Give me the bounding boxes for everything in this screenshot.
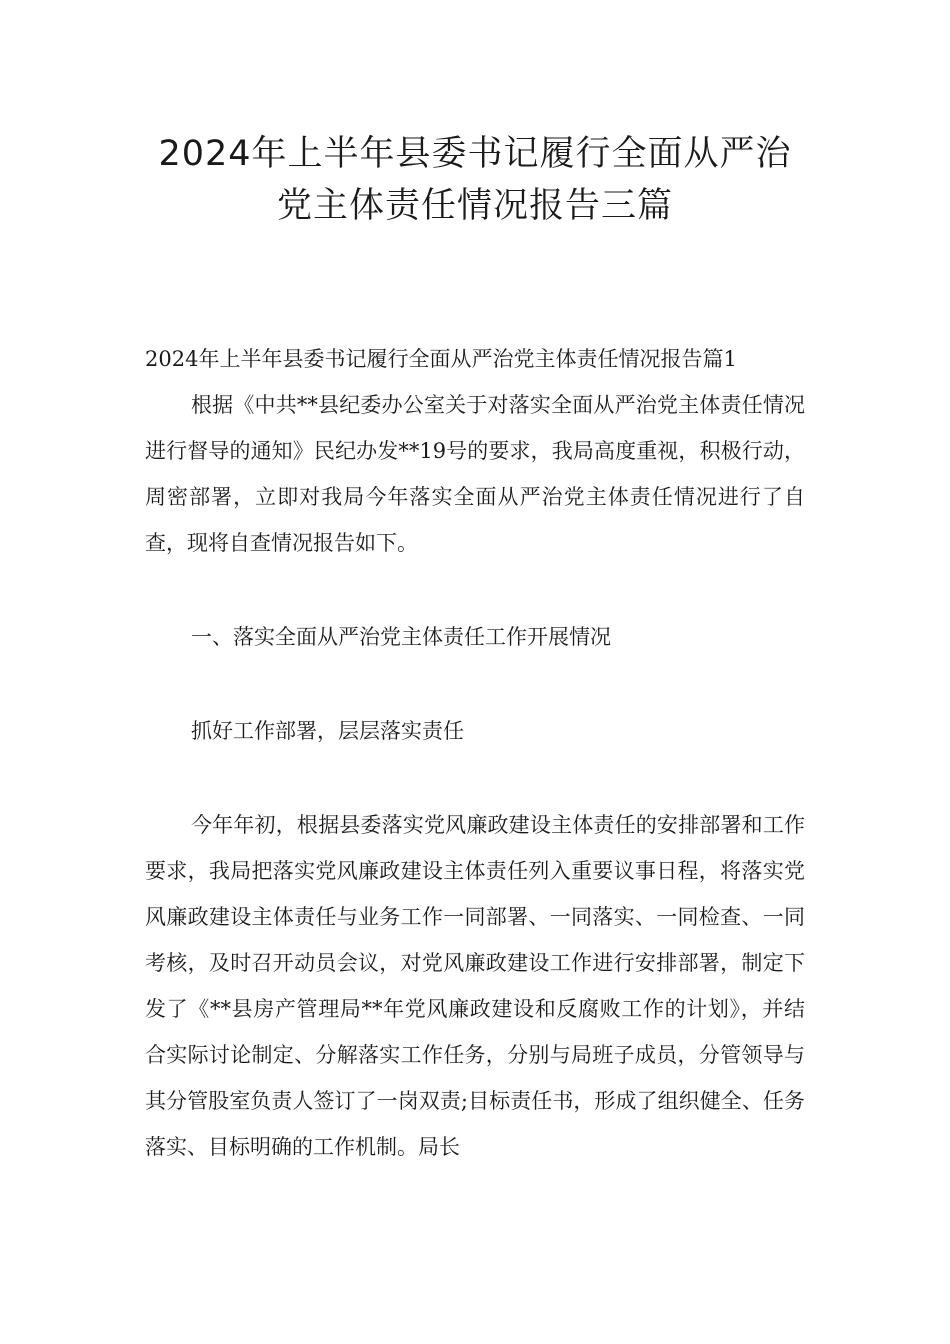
paragraph-1: 根据《中共**县纪委办公室关于对落实全面从严治党主体责任情况进行督导的通知》民纪办发**19号的要求，我局高度重视，积极行动，周密部署，立即对我局今年落实全面从严治党主体责任情况进行了自查，现将自查情况报告如下。 <box>145 393 805 555</box>
title-line-2: 党主体责任情况报告三篇 <box>276 186 673 226</box>
document-body <box>145 336 805 1170</box>
title-line-1: 2024年上半年县委书记履行全面从严治 <box>158 134 792 174</box>
heading-2: 抓好工作部署，层层落实责任 <box>191 719 464 743</box>
section-title: 2024年上半年县委书记履行全面从严治党主体责任情况报告篇1 <box>145 347 737 371</box>
paragraph-2: 今年年初，根据县委落实党风廉政建设主体责任的安排部署和工作要求，我局把落实党风廉政建设主体责任列入重要议事日程，将落实党风廉政建设主体责任与业务工作一同部署、一同落实、一同检查、一同考核，及时召开动员会议，对党风廉政建设工作进行安排部署，制定下发了《**县房产管理局**年党风廉政建设和反腐败工作的计划》，并结合实际讨论制定、分解落实工作任务，分别与局班子成员，分管领导与其分管股室负责人签订了一岗双责;目标责任书，形成了组织健全、任务落实、目标明确的工作机制。局长 <box>145 813 805 1159</box>
document-title <box>120 128 830 232</box>
heading-1: 一、落实全面从严治党主体责任工作开展情况 <box>191 625 611 649</box>
